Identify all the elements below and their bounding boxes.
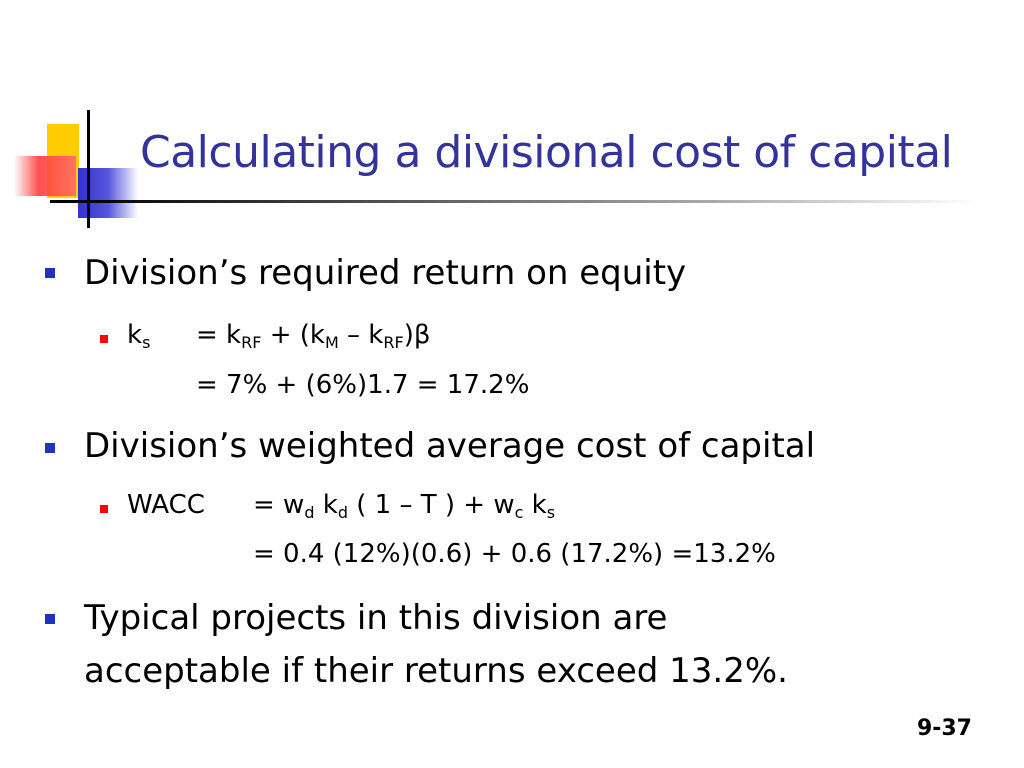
logo-vertical-line	[87, 110, 90, 228]
ks-result: = 7% + (6%)1.7 = 17.2%	[196, 370, 530, 400]
bullet-square-icon	[45, 614, 55, 624]
wacc-result: = 0.4 (12%)(0.6) + 0.6 (17.2%) =13.2%	[253, 539, 776, 569]
bullet-typical-projects-line2: acceptable if their returns exceed 13.2%.	[84, 651, 788, 691]
ks-formula: = $k_{RF} + (k_M - k_{RF})\beta$	[196, 320, 431, 352]
bullet-square-icon	[45, 443, 55, 453]
sub-bullet-square-icon	[100, 335, 108, 343]
bullet-typical-projects-line1: Typical projects in this division are	[84, 598, 668, 638]
sub-bullet-square-icon	[100, 505, 108, 513]
page-number: 9-37	[916, 716, 972, 741]
bullet-wacc: Division’s weighted average cost of capital	[84, 426, 816, 466]
logo-red-block	[14, 156, 76, 196]
title-underline	[80, 200, 980, 203]
wacc-label: WACC	[127, 490, 205, 520]
slide-title: Calculating a divisional cost of capital	[140, 127, 953, 178]
bullet-required-return: Division’s required return on equity	[84, 253, 687, 293]
bullet-square-icon	[45, 268, 55, 278]
ks-label: $k_s$	[127, 320, 151, 352]
logo-graphic	[0, 0, 150, 240]
wacc-formula: = $w_d$ $k_d$ ( 1 – T ) + $w_c$ $k_s$	[253, 490, 556, 522]
